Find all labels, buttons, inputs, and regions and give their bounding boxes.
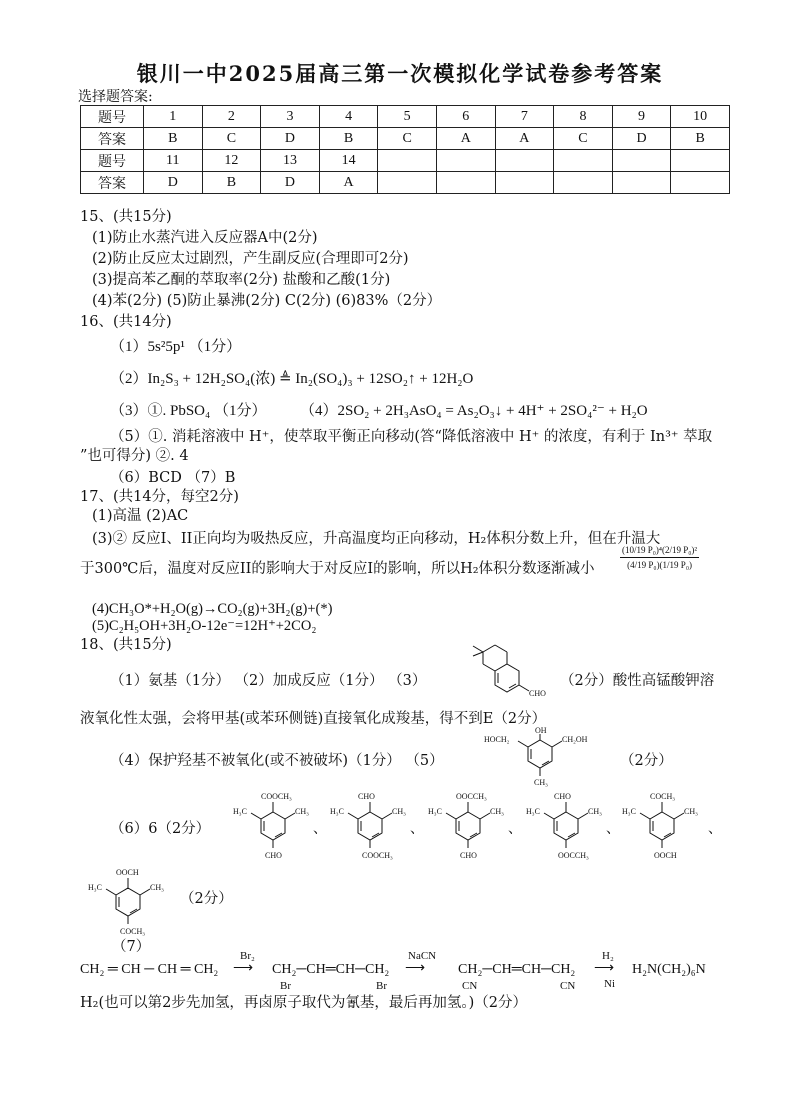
substituent-bottom-label: COCH₃	[120, 927, 146, 936]
table-cell: 14	[319, 150, 378, 172]
table-cell: B	[319, 128, 378, 150]
methyl-label: H₃C	[88, 883, 102, 892]
table-cell: D	[261, 172, 320, 194]
reagent-br2: Br₂	[240, 950, 255, 962]
isomer-structure	[225, 788, 321, 866]
kp-expression	[620, 545, 699, 570]
arrow-icon: ⟶	[233, 961, 254, 976]
table-cell: D	[144, 172, 203, 194]
substituent-bottom-label: COOCH₃	[362, 851, 393, 860]
q18-answer-line: （2分）	[180, 891, 233, 907]
isomer-structure	[518, 788, 614, 866]
q17-answer-line: (5)C₂H₅OH+3H₂O-12e⁻=12H⁺+2CO₂	[92, 618, 317, 634]
methyl-label: CH₃	[392, 807, 406, 816]
q16-answer-line: （3）①. PbSO₄ （1分）	[110, 403, 267, 419]
table-cell: B	[671, 128, 730, 150]
cn-label: CN	[560, 980, 576, 992]
oh-label: OH	[535, 726, 547, 735]
table-cell	[554, 150, 613, 172]
q16-answer-line: （6）BCD （7）B	[110, 470, 236, 486]
q16-answer-line: （5）①. 消耗溶液中 H⁺，使萃取平衡正向移动(答“降低溶液中 H⁺ 的浓度，有利于 In³⁺ 萃取	[110, 429, 713, 445]
substituent-bottom-label: CHO	[460, 851, 477, 860]
table-cell: C	[202, 128, 261, 150]
q15-answer-line: (3)提高苯乙酮的萃取率(2分) 盐酸和乙酸(1分)	[92, 272, 391, 288]
table-cell	[612, 172, 671, 194]
separator-mark: 、	[708, 821, 722, 837]
page-title: 银川一中2025届高三第一次模拟化学试卷参考答案	[136, 61, 664, 86]
table-cell	[436, 172, 495, 194]
q18-answer-line: （7）	[112, 939, 151, 955]
table-cell: 10	[671, 106, 730, 128]
mc-label: 选择题答案:	[78, 89, 153, 105]
q18-answer-line: （2分）	[620, 753, 673, 769]
hexamethylenediamine: H₂N(CH₂)₆N	[632, 962, 706, 977]
table-cell: A	[319, 172, 378, 194]
cho-label: CHO	[529, 689, 546, 698]
hoch2-label: HOCH₂	[484, 735, 510, 744]
q15-answer-line: (2)防止反应太过剧烈，产生副反应(合理即可2分)	[92, 251, 409, 267]
methyl-label: CH₃	[490, 807, 504, 816]
q18-answer-line: H₂(也可以第2步先加氢，再卤原子取代为氰基，最后再加氢。)（2分）	[80, 995, 527, 1011]
table-cell: C	[554, 128, 613, 150]
reagent-nacn: NaCN	[408, 950, 437, 962]
row-header-question: 题号	[81, 106, 144, 128]
multiple-choice-table	[80, 105, 730, 194]
isomer-structure	[614, 788, 710, 866]
q16-answer-line: ”也可得分) ②. 4	[80, 448, 189, 464]
table-cell: 3	[261, 106, 320, 128]
q17-answer-line: (1)高温 (2)AC	[92, 508, 189, 524]
table-cell	[554, 172, 613, 194]
table-cell	[671, 150, 730, 172]
q16-answer-line: （1）5s²5p¹ （1分）	[110, 339, 242, 355]
table-row	[81, 106, 730, 128]
arrow-icon: ⟶	[405, 961, 426, 976]
table-cell: A	[495, 128, 554, 150]
q18-answer-line: （6）6（2分）	[110, 821, 211, 837]
dibromide: CH₂─CH═CH─CH₂	[272, 962, 390, 977]
structure-q18-3	[455, 642, 565, 708]
row-header-question: 题号	[81, 150, 144, 172]
table-cell: 6	[436, 106, 495, 128]
table-cell	[378, 172, 437, 194]
isomer-structure	[80, 864, 176, 942]
arrow-icon: ⟶	[594, 961, 615, 976]
table-cell	[436, 150, 495, 172]
table-cell: 4	[319, 106, 378, 128]
table-row	[81, 172, 730, 194]
table-cell: 7	[495, 106, 554, 128]
ch3-label: CH₃	[534, 778, 548, 787]
table-cell: 2	[202, 106, 261, 128]
methyl-label: H₃C	[330, 807, 344, 816]
separator-mark: 、	[508, 821, 522, 837]
q17-answer-line: (4)CH₃O*+H₂O(g)→CO₂(g)+3H₂(g)+(*)	[92, 601, 333, 617]
table-row	[81, 128, 730, 150]
table-cell	[612, 150, 671, 172]
table-cell: 5	[378, 106, 437, 128]
methyl-label: H₃C	[233, 807, 247, 816]
substituent-top-label: COOCH₃	[261, 792, 292, 801]
substituent-top-label: COCH₃	[650, 792, 676, 801]
row-header-answer: 答案	[81, 172, 144, 194]
table-cell	[378, 150, 437, 172]
methyl-label: CH₃	[684, 807, 698, 816]
substituent-top-label: CHO	[554, 792, 571, 801]
q17-answer-line: (3)② 反应I、II正向均为吸热反应，升高温度均正向移动，H₂体积分数上升，但在升温大	[92, 531, 661, 547]
table-cell: 1	[144, 106, 203, 128]
substituent-bottom-label: CHO	[265, 851, 282, 860]
kp-denominator: (4/19 P₀)(1/19 P₀)	[627, 560, 692, 570]
substituent-bottom-label: OOCH	[654, 851, 677, 860]
structure-q18-5	[480, 726, 600, 788]
catalyst-ni: Ni	[604, 978, 615, 990]
q15-answer-line: (4)苯(2分) (5)防止暴沸(2分) C(2分) (6)83%（2分）	[92, 293, 442, 309]
row-header-answer: 答案	[81, 128, 144, 150]
q15-heading: 15、(共15分)	[80, 209, 172, 225]
q16-equation: （4）2SO₂ + 2H₃AsO₄ = As₂O₃↓ + 4H⁺ + 2SO₄²⁻ + H₂O	[300, 403, 648, 419]
q16-heading: 16、(共14分)	[80, 314, 172, 330]
q18-answer-line: 液氧化性太强，会将甲基(或苯环侧链)直接氧化成羧基，得不到E（2分）	[80, 711, 547, 727]
br-label: Br	[376, 980, 387, 992]
table-cell: 8	[554, 106, 613, 128]
table-cell: 13	[261, 150, 320, 172]
methyl-label: H₃C	[622, 807, 636, 816]
kp-numerator: (10/19 P₀)⁴(2/19 P₀)²	[620, 545, 699, 558]
methyl-label: CH₃	[150, 883, 164, 892]
table-row	[81, 150, 730, 172]
ch2oh-label: CH₂OH	[562, 735, 588, 744]
table-cell	[495, 150, 554, 172]
table-cell	[671, 172, 730, 194]
table-cell: 11	[144, 150, 203, 172]
table-cell: 9	[612, 106, 671, 128]
table-cell: C	[378, 128, 437, 150]
isomer-structure	[322, 788, 418, 866]
methyl-label: H₃C	[526, 807, 540, 816]
substituent-top-label: OOCCH₃	[456, 792, 487, 801]
table-cell: A	[436, 128, 495, 150]
table-cell	[495, 172, 554, 194]
q16-equation: （2）In₂S₃ + 12H₂SO₄(浓) ≜ In₂(SO₄)₃ + 12SO₂↑ + 12H₂O	[110, 371, 474, 387]
butadiene: CH₂ ═ CH ─ CH ═ CH₂	[80, 962, 219, 977]
isomer-structure	[420, 788, 516, 866]
substituent-top-label: OOCH	[116, 868, 139, 877]
table-cell: D	[261, 128, 320, 150]
q18-answer-line: （2分）酸性高锰酸钾溶	[560, 673, 715, 689]
methyl-label: CH₃	[295, 807, 309, 816]
q18-heading: 18、(共15分)	[80, 637, 172, 653]
separator-mark: 、	[313, 821, 327, 837]
methyl-label: H₃C	[428, 807, 442, 816]
table-cell: B	[202, 172, 261, 194]
q18-answer-line: （4）保护羟基不被氧化(或不被破坏)（1分） （5）	[110, 753, 444, 769]
q17-answer-line: 于300℃后，温度对反应II的影响大于对反应I的影响，所以H₂体积分数逐渐减小	[80, 561, 595, 577]
substituent-bottom-label: OOCCH₃	[558, 851, 589, 860]
reagent-h2: H₂	[602, 950, 614, 962]
q15-answer-line: (1)防止水蒸汽进入反应器A中(2分)	[92, 230, 318, 246]
q18-answer-line: （1）氨基（1分） （2）加成反应（1分） （3）	[110, 673, 427, 689]
separator-mark: 、	[606, 821, 620, 837]
separator-mark: 、	[410, 821, 424, 837]
dinitrile: CH₂─CH═CH─CH₂	[458, 962, 576, 977]
cn-label: CN	[462, 980, 478, 992]
table-cell: 12	[202, 150, 261, 172]
table-cell: D	[612, 128, 671, 150]
methyl-label: CH₃	[588, 807, 602, 816]
br-label: Br	[280, 980, 291, 992]
q17-heading: 17、(共14分，每空2分)	[80, 489, 239, 505]
substituent-top-label: CHO	[358, 792, 375, 801]
table-cell: B	[144, 128, 203, 150]
